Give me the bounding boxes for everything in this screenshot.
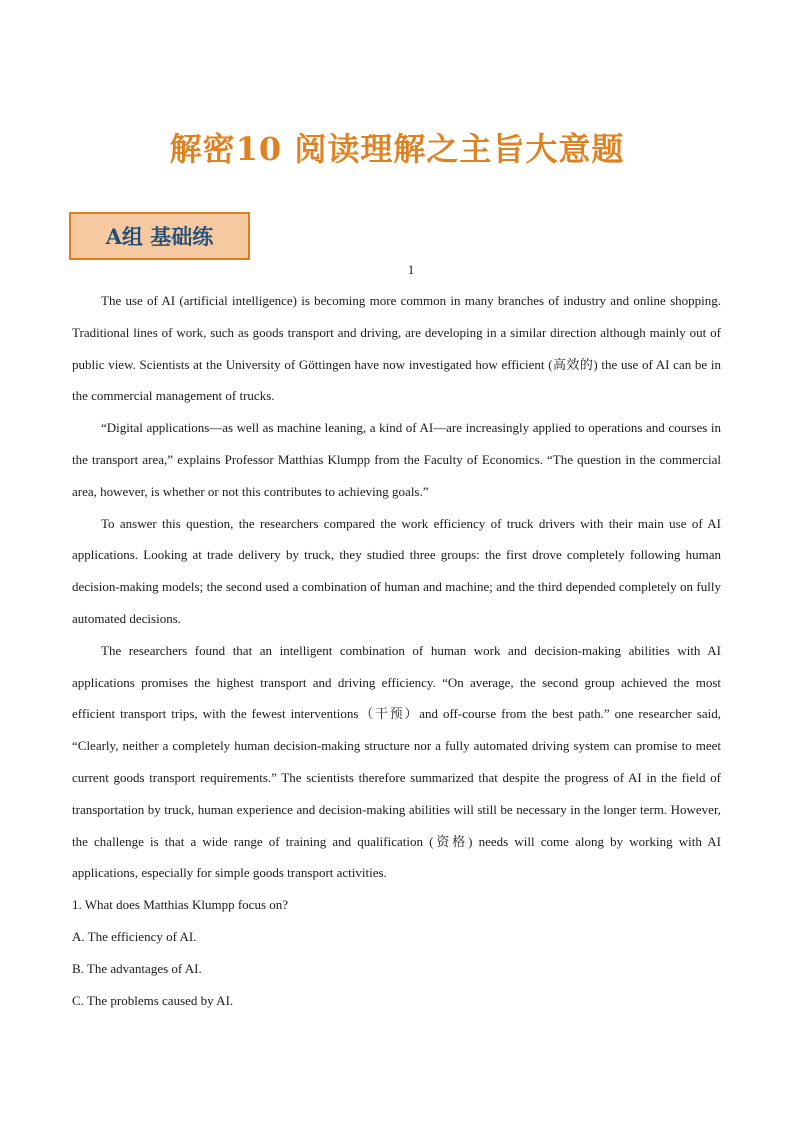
paragraph-3: To answer this question, the researchers compared the work efficiency of truck drivers with their main use of AI applications. Looking at trade delivery by truck, they studied three groups: the first drove completely following human decision-making models; the second used a combination of human and machine; and the third depended completely on fully automated decisions.	[72, 515, 721, 626]
paragraph-2: “Digital applications—as well as machine leaning, a kind of AI—are increasingly applied to operations and courses in the transport area,” explains Professor Matthias Klumpp from the Faculty of Economics. “The question in the commercial area, however, is whether or not this contributes to achieving goals.”	[72, 420, 721, 499]
passage-number: 1	[407, 262, 415, 277]
paragraph-1: The use of AI (artificial intelligence) is becoming more common in many branches of industry and online shopping. Traditional lines of work, such as goods transport and driving, are developing in a similar direction although mainly out of public view. Scientists at the University of Göttingen have now investigated how efficient (高效的) the use of AI can be in the commercial management of trucks.	[72, 293, 721, 404]
passage-content	[72, 285, 721, 1016]
paragraph-4: The researchers found that an intelligent combination of human work and decision-making abilities with AI applications promises the highest transport and driving efficiency. “On average, the second group achieved the most efficient transport trips, with the fewest interventions（干预）and off-course from the best path.” one researcher said, “Clearly, neither a completely human decision-making structure nor a fully automated driving system can promise to meet current goods transport requirements.” The scientists therefore summarized that despite the progress of AI in the field of transportation by truck, human experience and decision-making abilities will still be necessary in the longer term. However, the challenge is that a wide range of training and qualification (资格) needs will come along by working with AI applications, especially for simple goods transport activities.	[72, 642, 721, 881]
option-a: A. The efficiency of AI.	[72, 928, 197, 944]
section-label: A组 基础练	[105, 224, 214, 249]
option-b: B. The advantages of AI.	[72, 960, 202, 976]
page-title: 解密10 阅读理解之主旨大意题	[169, 130, 625, 168]
option-c: C. The problems caused by AI.	[72, 992, 234, 1008]
question-1: 1. What does Matthias Klumpp focus on?	[72, 897, 289, 913]
section-label-box	[69, 212, 250, 260]
